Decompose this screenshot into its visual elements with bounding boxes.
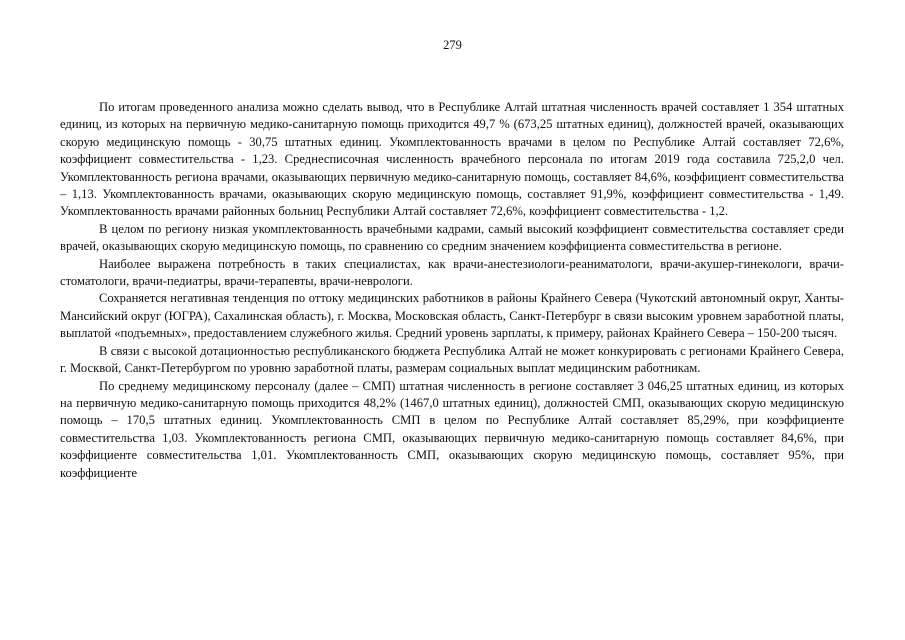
paragraph-low-staffing: В целом по региону низкая укомплектованность врачебными кадрами, самый высокий коэффициент совместительства составляет среди врачей, оказывающих скорую медицинскую помощь, по сравнению со средним значением коэффициента совместительства в регионе. <box>60 221 844 254</box>
page-number: 279 <box>443 38 462 52</box>
paragraph-nursing-staff: По среднему медицинскому персоналу (далее – СМП) штатная численность в регионе составляет 3 046,25 штатных единиц, из которых на первичную медико-санитарную помощь приходится 48,2% (1467,0 штатных единиц), должностей СМП, оказывающих скорую медицинскую помощь – 170,5 штатных единиц. Укомплектованность СМП в целом по Республике Алтай составляет 85,29%, при коэффициенте совместительства 1,03. Укомплектованность региона СМП, оказывающих первичную медико-санитарную помощь составляет 84,6%, при коэффициенте совместительства 1,01. Укомплектованность СМП, оказывающих скорую медицинскую помощь, составляет 95%, при коэффициенте <box>60 378 844 480</box>
document-body <box>60 99 844 482</box>
paragraph-outflow-trend: Сохраняется негативная тенденция по оттоку медицинских работников в районы Крайнего Севера (Чукотский автономный округ, Ханты-Мансийский округ (ЮГРА), Сахалинская область), г. Москва, Московская область, Санкт-Петербург в связи высоким уровнем заработной платы, выплатой «подъемных», предоставлением служебного жилья. Средний уровень зарплаты, к примеру, районах Крайнего Севера – 150-200 тысяч. <box>60 291 844 341</box>
paragraph-budget-competition: В связи с высокой дотационностью республиканского бюджета Республика Алтай не может конкурировать с регионами Крайнего Севера, г. Москвой, Санкт-Петербургом по уровню заработной платы, размерам социальных выплат медицинским работникам. <box>60 343 844 376</box>
paragraph-specialist-demand: Наиболее выражена потребность в таких специалистах, как врачи-анестезиологи-реаниматологи, врачи-акушер-гинекологи, врачи-стоматологи, врачи-педиатры, врачи-терапевты, врачи-неврологи. <box>60 256 844 289</box>
paragraph-doctors-staffing: По итогам проведенного анализа можно сделать вывод, что в Республике Алтай штатная численность врачей составляет 1 354 штатных единиц, из которых на первичную медико-санитарную помощь приходится 49,7 % (673,25 штатных единиц), должностей врачей, оказывающих скорую медицинскую помощь - 30,75 штатных единиц. Укомплектованность врачами в целом по Республике Алтай составляет 72,6%, коэффициент совместительства - 1,23. Среднесписочная численность врачебного персонала по итогам 2019 года составила 725,2,0 чел. Укомплектованность региона врачами, оказывающих первичную медико-санитарную помощь, составляет 84,6%, коэффициент совместительства – 1,13. Укомплектованность врачами, оказывающих скорую медицинскую помощь, составляет 91,9%, коэффициент совместительства - 1,49. Укомплектованность врачами районных больниц Республики Алтай составляет 72,6%, коэффициент совместительства - 1,2. <box>60 100 844 219</box>
